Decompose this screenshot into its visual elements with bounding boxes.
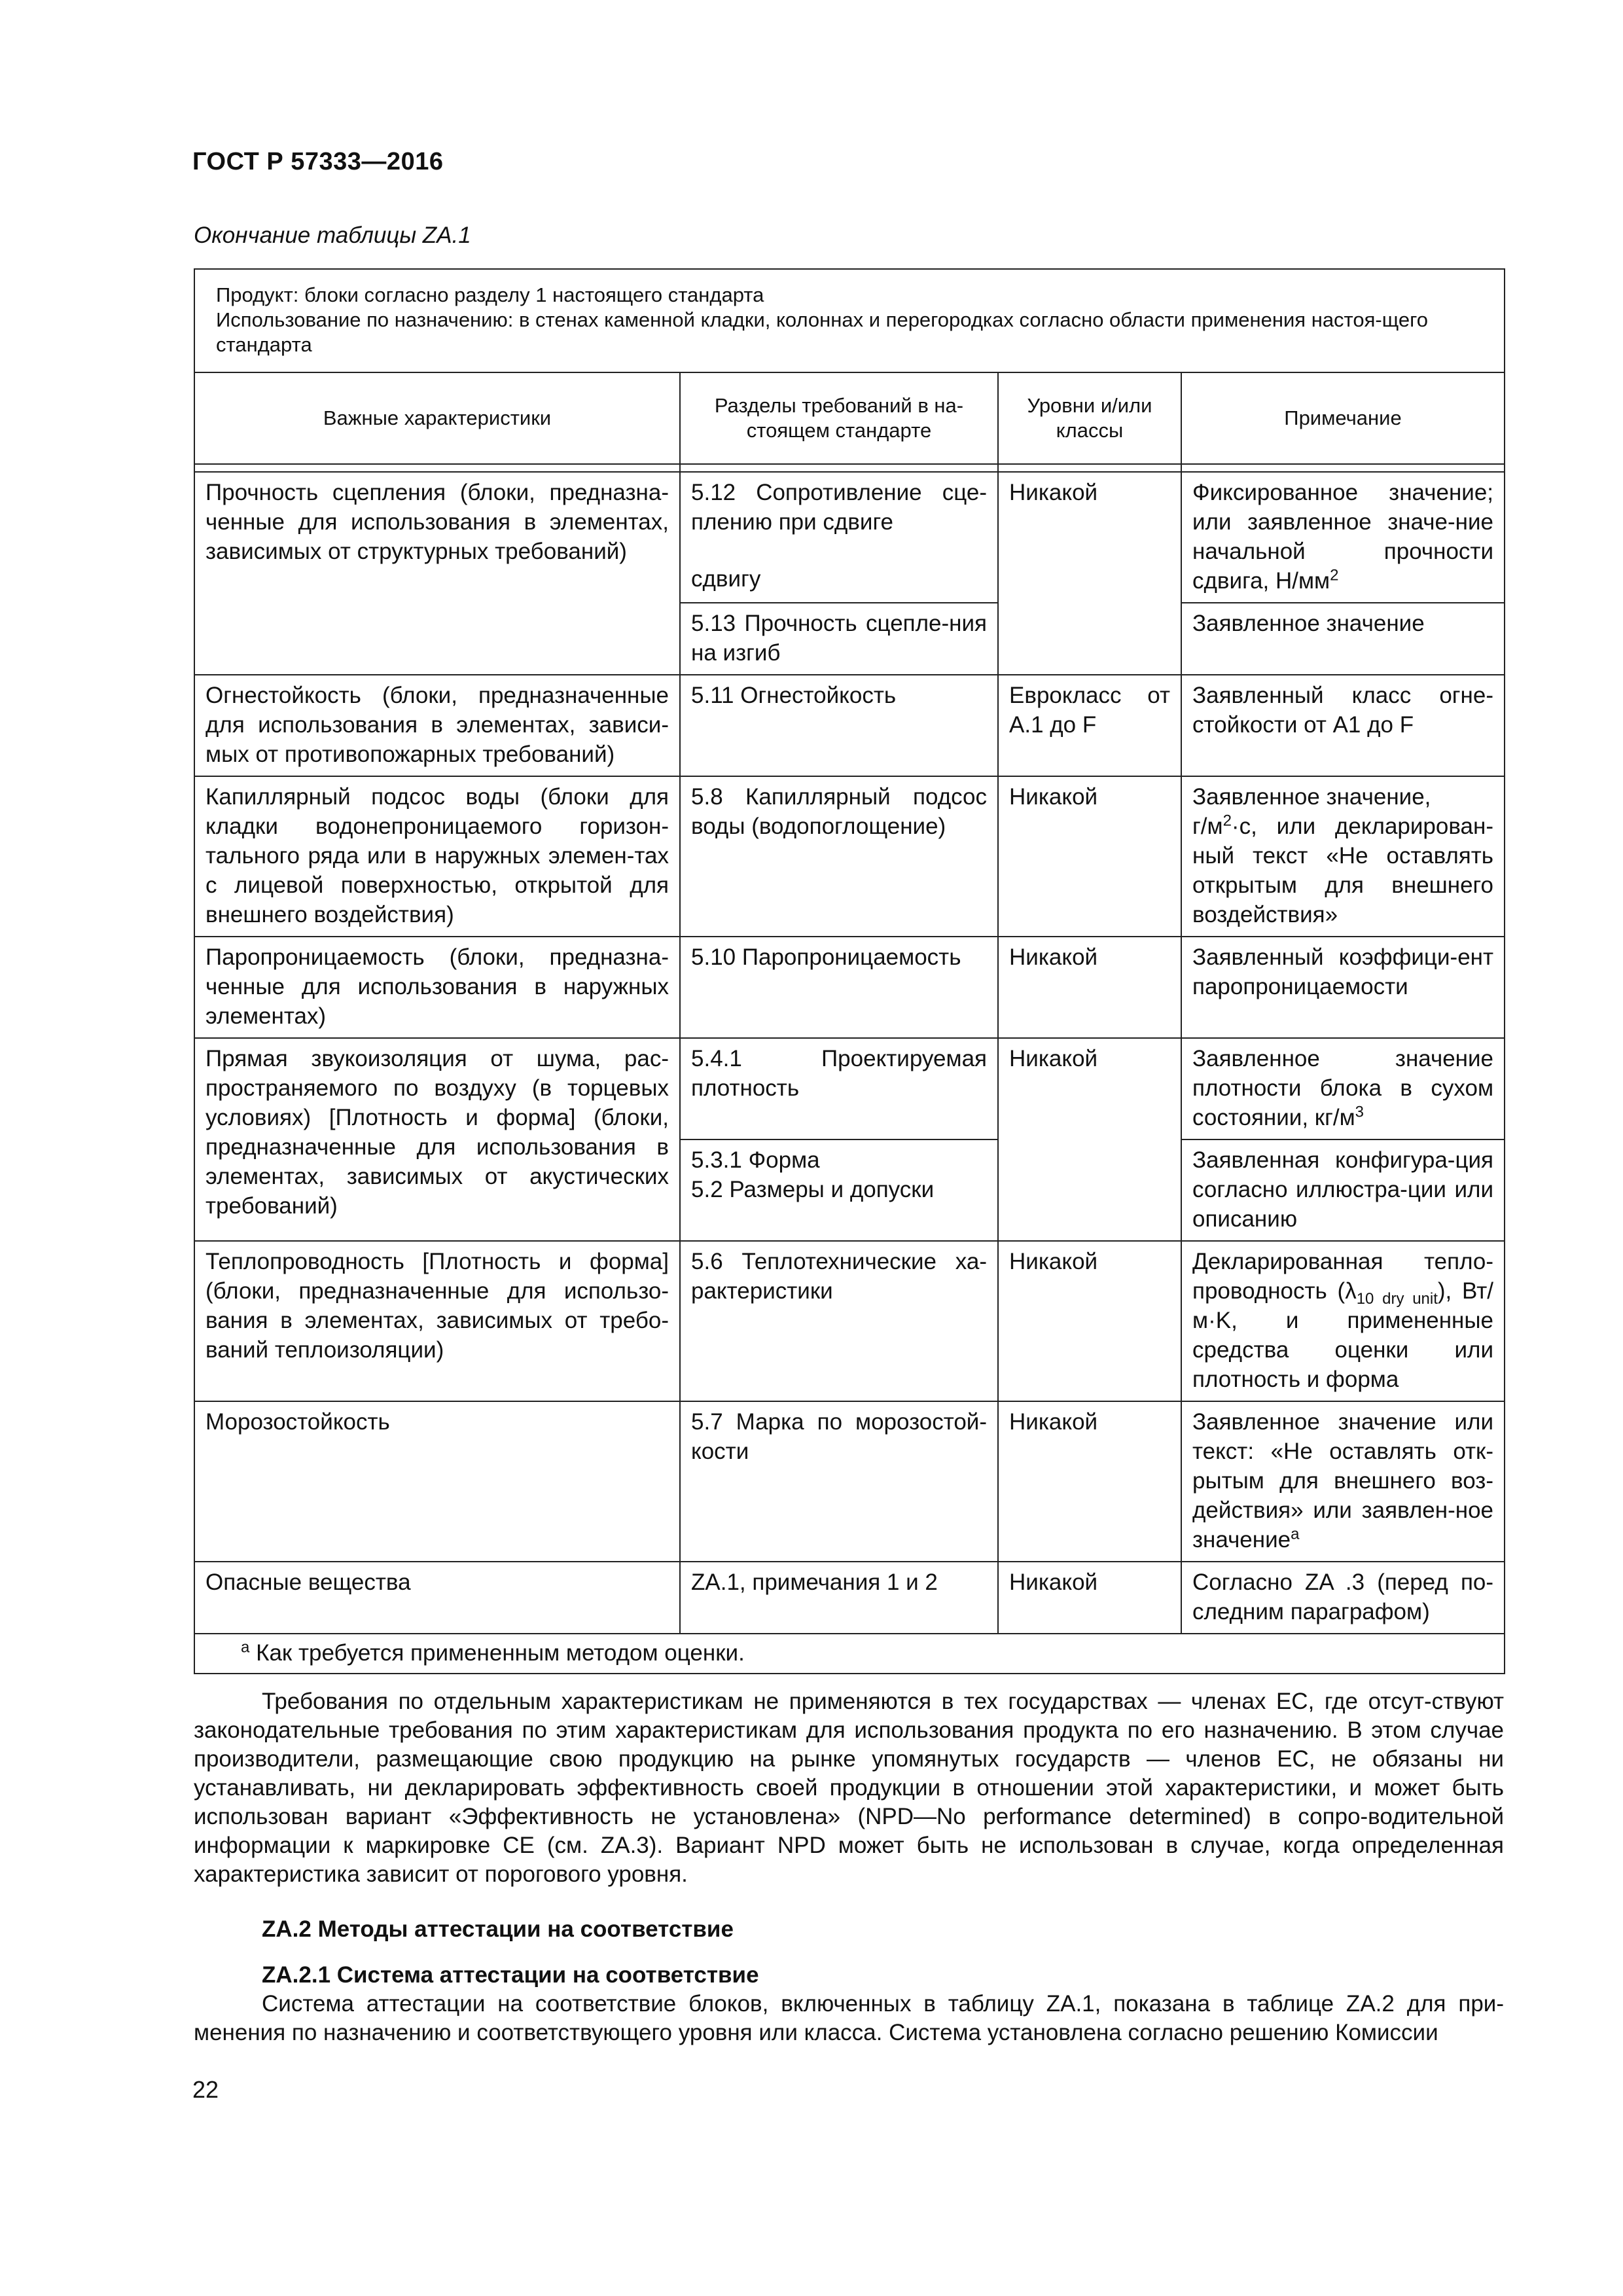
- level-cell: Никакой: [998, 937, 1181, 1038]
- table-row: [194, 675, 1505, 776]
- note-cell: [1181, 776, 1505, 937]
- level-cell: Никакой: [998, 1401, 1181, 1562]
- note-cell: Заявленный коэффици-ент паропроницаемости: [1181, 937, 1505, 1038]
- characteristic-cell: Опасные вещества: [194, 1562, 680, 1634]
- characteristic-cell: Прямая звукоизоляция от шума, рас-пространяемого по воздуху (в торцевых условиях) [Плотность и форма] (блоки, предназначенные для использования в элементах, зависимых от акустических требований): [194, 1038, 680, 1241]
- note-cell: Заявленная конфигура-ция согласно иллюстра-ции или описанию: [1181, 1139, 1505, 1241]
- section-cell: [680, 472, 998, 603]
- characteristic-cell: Капиллярный подсос воды (блоки для кладки водонепроницаемого горизон-тального ряда или в наружных элемен-тах с лицевой поверхностью, открытой для внешнего воздействия): [194, 776, 680, 937]
- table-row: [194, 937, 1505, 1038]
- requirements-table: [194, 268, 1505, 1674]
- note-text: г/м: [1192, 814, 1223, 839]
- note-text: Фиксированное значение; или заявленное значе-ние начальной прочности сдвига, Н/мм: [1192, 480, 1494, 594]
- characteristic-cell: Прочность сцепления (блоки, предназна-ченные для использования в элементах, зависимых от структурных требований): [194, 472, 680, 675]
- note-subscript: 10 dry unit: [1356, 1290, 1438, 1308]
- col-header-characteristics: Важные характеристики: [194, 372, 680, 464]
- level-cell: Никакой: [998, 1241, 1181, 1401]
- level-cell: Никакой: [998, 1038, 1181, 1241]
- note-cell: [1181, 472, 1505, 603]
- standard-header: ГОСТ Р 57333—2016: [192, 148, 444, 175]
- section-text: 5.3.1 Форма: [691, 1147, 820, 1173]
- table-row: [194, 1038, 1505, 1139]
- note-superscript: 2: [1222, 812, 1232, 830]
- table-row: [194, 1401, 1505, 1562]
- note-text: Заявленное значение плотности блока в сухом состоянии, кг/м: [1192, 1046, 1494, 1130]
- page-number: 22: [192, 2076, 219, 2103]
- subsection-heading: ZA.2.1 Система аттестации на соответствие: [262, 1962, 759, 1988]
- table-row: [194, 472, 1505, 603]
- column-header-row: [194, 372, 1505, 464]
- col-header-note: Примечание: [1181, 372, 1505, 464]
- characteristic-cell: Морозостойкость: [194, 1401, 680, 1562]
- table-row: [194, 1562, 1505, 1634]
- usage-line: Использование по назначению: в стенах каменной кладки, колоннах и перегородках согласно области применения настоя-щего стандарта: [216, 308, 1429, 356]
- section-cell: 5.10 Паропроницаемость: [680, 937, 998, 1038]
- note-cell: [1181, 1038, 1505, 1139]
- note-text: Заявленное значение или текст: «Не оставлять отк-рытым для внешнего воз-действия» или заявлен-ное значение: [1192, 1409, 1494, 1552]
- section-cell: 5.13 Прочность сцепле-ния на изгиб: [680, 603, 998, 675]
- section-cell: 5.4.1 Проектируемая плотность: [680, 1038, 998, 1139]
- section-cell: 5.7 Марка по морозостой-кости: [680, 1401, 998, 1562]
- footnote-cell: [194, 1634, 1505, 1674]
- level-cell: Никакой: [998, 1562, 1181, 1634]
- characteristic-cell: Паропроницаемость (блоки, предназна-ченные для использования в наружных элементах): [194, 937, 680, 1038]
- table-row: [194, 776, 1505, 937]
- table-row: [194, 1241, 1505, 1401]
- note-superscript: 2: [1330, 566, 1339, 584]
- note-cell: [1181, 1401, 1505, 1562]
- level-cell: Никакой: [998, 776, 1181, 937]
- characteristic-cell: Теплопроводность [Плотность и форма] (блоки, предназначенные для использо-вания в элементах, зависимых от требо-ваний теплоизоляции): [194, 1241, 680, 1401]
- col-header-levels: Уровни и/или классы: [998, 372, 1181, 464]
- body-paragraph: Система аттестации на соответствие блоков, включенных в таблицу ZA.1, показана в таблице ZA.2 для при-менения по назначению и соответствующего уровня или класса. Система установлена согласно решению Комиссии: [194, 1991, 1504, 2045]
- note-text: Декларированная тепло-проводность (λ: [1192, 1249, 1494, 1304]
- note-cell: [1181, 1241, 1505, 1401]
- note-text: Заявленное значение,: [1192, 784, 1431, 810]
- note-text: ·с, или декларирован-ный текст «Не оставлять открытым для внешнего воздействия»: [1192, 814, 1494, 927]
- footnote-row: [194, 1634, 1505, 1674]
- note-cell: Согласно ZA .3 (перед по-следним параграфом): [1181, 1562, 1505, 1634]
- note-cell: Заявленный класс огне-стойкости от А1 до F: [1181, 675, 1505, 776]
- col-header-sections: Разделы требований в на-стоящем стандарте: [680, 372, 998, 464]
- section-heading: ZA.2 Методы аттестации на соответствие: [262, 1916, 734, 1942]
- table-caption: Окончание таблицы ZA.1: [194, 223, 471, 248]
- section-text: сдвигу: [691, 566, 761, 592]
- header-separator-row: [194, 464, 1505, 472]
- note-superscript: a: [1291, 1525, 1300, 1543]
- section-cell: [680, 1139, 998, 1241]
- note-superscript: 3: [1355, 1103, 1364, 1121]
- footnote-mark: a: [241, 1638, 250, 1657]
- section-cell: 5.8 Капиллярный подсос воды (водопоглощение): [680, 776, 998, 937]
- note-cell: Заявленное значение: [1181, 603, 1505, 675]
- product-cell: [194, 269, 1505, 372]
- characteristic-cell: Огнестойкость (блоки, предназначенные для использования в элементах, зависи-мых от противопожарных требований): [194, 675, 680, 776]
- note-text: ), Вт/м·K, и примененные средства оценки или плотность и форма: [1192, 1278, 1494, 1392]
- level-cell: Никакой: [998, 472, 1181, 675]
- section-cell: ZA.1, примечания 1 и 2: [680, 1562, 998, 1634]
- section-cell: 5.6 Теплотехнические ха-рактеристики: [680, 1241, 998, 1401]
- section-text: 5.2 Размеры и допуски: [691, 1177, 935, 1202]
- level-cell: Еврокласс от А.1 до F: [998, 675, 1181, 776]
- footnote-text: Как требуется примененным методом оценки.: [249, 1640, 745, 1666]
- product-line: Продукт: блоки согласно разделу 1 настоящего стандарта: [216, 283, 764, 306]
- section-cell: 5.11 Огнестойкость: [680, 675, 998, 776]
- product-row: [194, 269, 1505, 372]
- body-paragraph: Требования по отдельным характеристикам не применяются в тех государствах — членах ЕС, где отсут-ствуют законодательные требования по этим характеристикам для использования продукта по его назначению. В этом случае производители, размещающие свою продукцию на рынке упомянутых государств — членов ЕС, не обязаны ни устанавливать, ни декларировать эффективность своей продукции в отношении этой характеристики, и может быть использован вариант «Эффективность не установлена» (NPD—No performance determined) в сопро-водительной информации к маркировке СЕ (см. ZA.3). Вариант NPD может быть не использован в случае, когда определенная характеристика зависит от порогового уровня.: [194, 1689, 1504, 1887]
- section-text: 5.12 Сопротивление сце-плению при сдвиге: [691, 480, 987, 535]
